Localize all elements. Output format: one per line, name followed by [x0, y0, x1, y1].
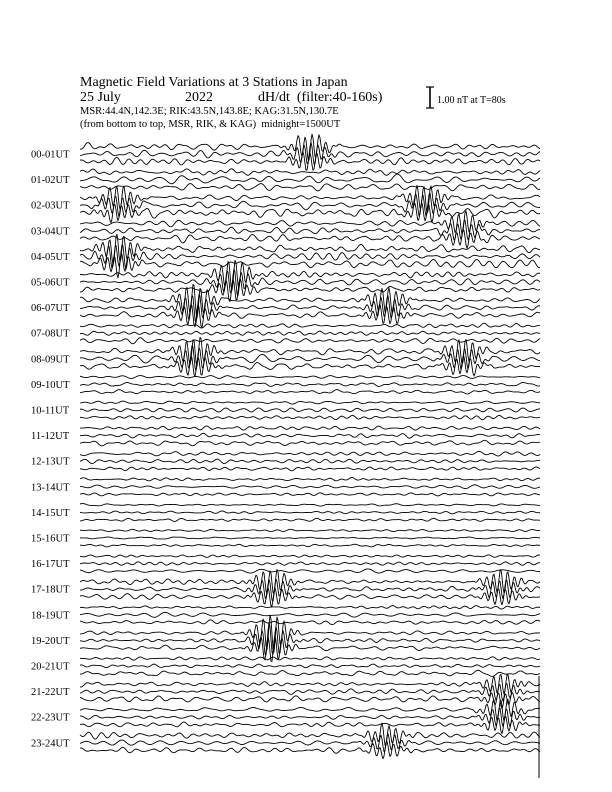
trace-kag — [80, 134, 540, 160]
trace-rik — [80, 485, 540, 489]
date-year: 2022 — [185, 90, 213, 105]
trace-msr — [80, 620, 540, 625]
trace-msr — [80, 467, 540, 471]
hour-label: 15-16UT — [31, 533, 70, 545]
trace-kag — [80, 185, 540, 213]
trace-msr — [80, 440, 540, 446]
hour-label: 13-14UT — [31, 482, 70, 494]
hour-label: 04-05UT — [31, 251, 70, 263]
hour-label: 08-09UT — [31, 354, 70, 366]
hour-label: 19-20UT — [31, 635, 70, 647]
hour-label: 18-19UT — [31, 610, 70, 622]
trace-kag — [80, 451, 540, 456]
trace-msr — [80, 692, 540, 708]
trace-rik — [80, 684, 540, 702]
trace-kag — [80, 477, 540, 480]
hour-label: 02-03UT — [31, 200, 70, 212]
chart-title: Magnetic Field Variations at 3 Stations in Japan — [80, 75, 348, 90]
scale-bar — [426, 87, 434, 108]
hour-label: 17-18UT — [31, 584, 70, 596]
trace-rik — [80, 459, 540, 463]
traces — [80, 134, 540, 778]
hour-label: 07-08UT — [31, 328, 70, 340]
trace-msr — [80, 356, 540, 376]
trace-kag — [80, 426, 540, 430]
trace-msr — [80, 415, 540, 419]
trace-msr — [80, 518, 540, 521]
hour-label: 11-12UT — [31, 431, 70, 443]
trace-kag — [80, 606, 540, 609]
trace-msr — [80, 569, 540, 573]
trace-kag — [80, 169, 540, 175]
trace-msr — [80, 338, 540, 344]
hour-label: 01-02UT — [31, 175, 70, 187]
trace-kag — [80, 323, 540, 328]
trace-msr — [80, 493, 540, 496]
hour-label: 00-01UT — [31, 149, 70, 161]
hour-label: 16-17UT — [31, 559, 70, 571]
trace-msr — [80, 716, 540, 733]
trace-rik — [80, 382, 540, 386]
trace-kag — [80, 376, 540, 379]
hour-label: 05-06UT — [31, 277, 70, 289]
trace-kag — [80, 615, 540, 652]
order-note: (from bottom to top, MSR, RIK, & KAG) midnight=1500UT — [80, 119, 341, 130]
hour-label: 23-24UT — [31, 738, 70, 750]
trace-msr — [80, 184, 540, 191]
trace-msr — [80, 390, 540, 394]
trace-rik — [80, 408, 540, 412]
trace-kag — [80, 569, 540, 594]
trace-rik — [80, 562, 540, 565]
trace-rik — [80, 174, 540, 184]
trace-rik — [80, 623, 540, 655]
hour-label: 22-23UT — [31, 712, 70, 724]
hour-label: 12-13UT — [31, 456, 70, 468]
trace-kag — [80, 529, 540, 531]
hour-labels — [31, 150, 70, 750]
hour-label: 21-22UT — [31, 687, 70, 699]
trace-rik — [80, 433, 540, 438]
hour-label: 06-07UT — [31, 303, 70, 315]
hour-label: 09-10UT — [31, 379, 70, 391]
quantity-label: dH/dt (filter:40-160s) — [258, 90, 383, 105]
date-day: 25 July — [80, 90, 121, 105]
trace-rik — [80, 269, 540, 296]
trace-kag — [80, 504, 540, 507]
trace-msr — [80, 544, 540, 547]
trace-rik — [80, 331, 540, 335]
hour-label: 03-04UT — [31, 226, 70, 238]
scale-label: 1.00 nT at T=80s — [437, 95, 506, 106]
trace-kag — [80, 657, 540, 660]
trace-kag — [80, 260, 540, 290]
trace-kag — [80, 401, 540, 404]
stations-label: MSR:44.4N,142.3E; RIK:43.5N,143.8E; KAG:31.5N,130.7E — [80, 106, 339, 117]
trace-rik — [80, 511, 540, 514]
hour-label: 20-21UT — [31, 661, 70, 673]
trace-msr — [80, 588, 540, 607]
trace-kag — [80, 555, 540, 557]
trace-rik — [80, 294, 540, 323]
hour-label: 14-15UT — [31, 507, 70, 519]
hour-label: 10-11UT — [31, 405, 70, 417]
trace-rik — [80, 537, 540, 539]
trace-msr — [80, 670, 540, 676]
trace-rik — [80, 612, 540, 617]
trace-msr — [80, 230, 540, 249]
trace-rik — [80, 664, 540, 668]
